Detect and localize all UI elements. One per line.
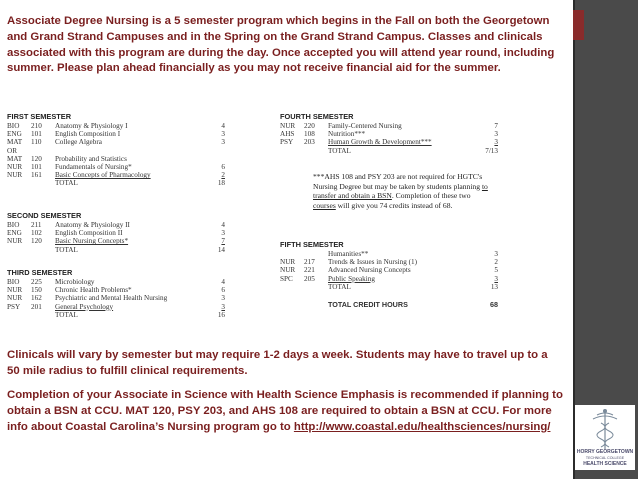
course-subj: NUR xyxy=(7,237,23,246)
course-title: English Composition II xyxy=(55,229,123,238)
course-num: 150 xyxy=(31,286,42,295)
course-title: College Algebra xyxy=(55,138,102,147)
course-title: Microbiology xyxy=(55,278,95,286)
course-row xyxy=(280,138,498,146)
course-cr: 3 xyxy=(221,229,225,238)
course-subj: BIO xyxy=(7,122,20,130)
course-row xyxy=(280,283,498,291)
course-row xyxy=(7,163,225,171)
course-cr: 6 xyxy=(221,286,225,295)
logo-line3: HEALTH SCIENCE xyxy=(583,461,627,467)
course-subj xyxy=(7,179,31,187)
course-row xyxy=(7,311,225,319)
course-cr: 3 xyxy=(221,130,225,139)
course-row xyxy=(7,221,225,229)
course-cr: 2 xyxy=(494,258,498,267)
course-num: 221 xyxy=(304,266,315,275)
course-title: Humanities** xyxy=(328,250,369,258)
transfer-note: ***AHS 108 and PSY 203 are not required for HGTC's Nursing Degree but may be taken by students planning to transfer and obtain a BSN. Completion of these two courses will give you 74 credits instead of 68. xyxy=(313,172,488,210)
course-subj: OR xyxy=(7,146,17,155)
course-cr: 18 xyxy=(217,179,225,188)
course-title xyxy=(55,147,205,155)
course-row xyxy=(7,155,225,163)
course-title: Advanced Nursing Concepts xyxy=(328,266,411,275)
course-cr: 3 xyxy=(494,130,498,139)
course-row xyxy=(7,179,225,187)
completion-text: Completion of your Associate in Science with Health Science Emphasis is recommended if planning to obtain a BSN at CCU. MAT 120, PSY 203, and AHS 108 are required to obtain a BSN at CCU. For more info about Coastal Carolina’s Nursing program go to xyxy=(7,389,563,433)
course-title: Chronic Health Problems* xyxy=(55,286,132,295)
course-num xyxy=(31,311,55,319)
course-subj xyxy=(7,311,31,319)
course-cr: 14 xyxy=(217,245,225,254)
course-num: 101 xyxy=(31,130,42,139)
course-row xyxy=(7,286,225,294)
course-title: Family-Centered Nursing xyxy=(328,122,402,130)
course-row xyxy=(7,303,225,311)
course-title: Basic Nursing Concepts* xyxy=(55,237,129,246)
nursing-program-link[interactable]: http://www.coastal.edu/healthsciences/nursing/ xyxy=(293,420,551,433)
course-title: English Composition I xyxy=(55,130,121,139)
course-subj: NUR xyxy=(280,258,296,267)
completion-paragraph xyxy=(7,388,567,435)
course-cr: 7 xyxy=(221,237,225,246)
course-subj xyxy=(280,283,304,291)
logo-line2: TECHNICAL COLLEGE xyxy=(585,456,625,460)
course-cr: 7/13 xyxy=(485,146,498,155)
course-subj: BIO xyxy=(7,221,20,229)
course-num xyxy=(304,283,328,291)
course-title: TOTAL xyxy=(55,310,78,319)
course-subj: NUR xyxy=(7,163,23,172)
course-row xyxy=(280,258,498,266)
course-title: Anatomy & Physiology I xyxy=(55,122,128,130)
fourth-semester-table xyxy=(280,122,498,155)
fifth-semester xyxy=(280,240,498,309)
course-subj: SPC xyxy=(280,274,293,283)
course-cr: 4 xyxy=(221,278,225,286)
accent-bar xyxy=(573,10,584,40)
course-subj: MAT xyxy=(7,138,23,147)
third-semester-table xyxy=(7,278,225,319)
fourth-semester xyxy=(280,112,498,155)
course-row xyxy=(7,122,225,130)
course-title: Basic Concepts of Pharmacology xyxy=(55,171,151,180)
course-num xyxy=(304,147,328,155)
second-semester-header: SECOND SEMESTER xyxy=(7,211,82,220)
course-cr: 3 xyxy=(494,274,498,283)
course-cr: 3 xyxy=(221,294,225,303)
course-cr xyxy=(205,155,225,163)
course-row xyxy=(7,147,225,155)
course-row xyxy=(7,138,225,146)
course-row xyxy=(280,147,498,155)
course-title: Fundamentals of Nursing* xyxy=(55,163,132,172)
course-subj xyxy=(280,147,304,155)
course-cr: 6 xyxy=(221,163,225,172)
course-num: 220 xyxy=(304,122,315,130)
course-title: TOTAL xyxy=(328,282,351,291)
total-credit-label: TOTAL CREDIT HOURS xyxy=(328,300,408,310)
course-row xyxy=(280,275,498,283)
total-credit-row xyxy=(280,301,498,309)
course-num: 217 xyxy=(304,258,315,267)
course-subj: NUR xyxy=(7,294,23,303)
course-num xyxy=(31,147,55,155)
course-num: 211 xyxy=(31,221,42,229)
clinicals-paragraph: Clinicals will vary by semester but may require 1-2 days a week. Students may have to travel up to a 50 mile radius to fulfill clinical requirements. xyxy=(7,349,548,377)
course-cr xyxy=(205,147,225,155)
course-subj: AHS xyxy=(280,130,295,139)
course-subj: ENG xyxy=(7,229,22,238)
course-subj: MAT xyxy=(7,154,23,163)
course-title: General Psychology xyxy=(55,302,114,311)
course-subj: NUR xyxy=(7,171,23,180)
course-subj: BIO xyxy=(7,278,20,286)
course-row xyxy=(7,237,225,245)
course-num: 120 xyxy=(31,237,42,246)
course-row xyxy=(280,130,498,138)
course-cr: 5 xyxy=(494,266,498,275)
third-semester-header: THIRD SEMESTER xyxy=(7,268,73,277)
course-cr: 13 xyxy=(490,282,498,291)
course-subj xyxy=(280,250,304,258)
course-row xyxy=(7,229,225,237)
course-cr: 3 xyxy=(221,302,225,311)
third-semester xyxy=(7,268,225,319)
course-cr: 16 xyxy=(217,310,225,319)
course-num xyxy=(31,246,55,254)
course-title: Nutrition*** xyxy=(328,130,366,139)
course-num: 201 xyxy=(31,302,42,311)
course-num xyxy=(31,179,55,187)
first-semester xyxy=(7,112,225,188)
second-semester-table xyxy=(7,221,225,254)
course-num xyxy=(304,250,328,258)
course-cr: 4 xyxy=(221,221,225,229)
course-num: 101 xyxy=(31,163,42,172)
course-num: 205 xyxy=(304,274,315,283)
course-num: 225 xyxy=(31,278,42,286)
course-row xyxy=(7,294,225,302)
course-num: 203 xyxy=(304,138,315,147)
course-subj: NUR xyxy=(7,286,23,295)
course-title: Anatomy & Physiology II xyxy=(55,221,130,229)
logo-line1: HORRY GEORGETOWN xyxy=(576,449,634,455)
course-title: Human Growth & Development*** xyxy=(328,138,432,147)
course-row xyxy=(7,246,225,254)
course-row xyxy=(280,122,498,130)
second-semester xyxy=(7,211,225,254)
course-num: 162 xyxy=(31,294,42,303)
course-num: 161 xyxy=(31,171,42,180)
course-subj: NUR xyxy=(280,122,296,130)
hgtc-health-science-logo xyxy=(575,405,635,470)
course-num: 110 xyxy=(31,138,42,147)
course-subj: ENG xyxy=(7,130,22,139)
course-row xyxy=(7,278,225,286)
course-row xyxy=(280,250,498,258)
course-num: 102 xyxy=(31,229,42,238)
course-row xyxy=(280,266,498,274)
course-row xyxy=(7,130,225,138)
course-cr: 4 xyxy=(221,122,225,130)
total-credit-value: 68 xyxy=(490,300,498,310)
course-cr: 7 xyxy=(494,122,498,130)
course-subj: PSY xyxy=(7,302,21,311)
course-subj xyxy=(7,246,31,254)
fourth-semester-header: FOURTH SEMESTER xyxy=(280,112,354,121)
course-num: 210 xyxy=(31,122,42,130)
course-title: Psychiatric and Mental Health Nursing xyxy=(55,294,168,303)
course-subj: NUR xyxy=(280,266,296,275)
course-title: Public Speaking xyxy=(328,274,375,283)
fifth-semester-header: FIFTH SEMESTER xyxy=(280,240,344,249)
first-semester-table xyxy=(7,122,225,188)
course-cr: 3 xyxy=(494,138,498,147)
course-num: 108 xyxy=(304,130,315,139)
course-row xyxy=(7,171,225,179)
intro-paragraph: Associate Degree Nursing is a 5 semester program which begins in the Fall on both the Georgetown and Grand Strand Campuses and in the Spring on the Grand Strand Campus. Classes and clinicals associated with this program are during the day. Once accepted you will attend year round, including summer. Please plan ahead financially as you may not receive financial aid for the summer. xyxy=(7,15,555,75)
course-title: TOTAL xyxy=(328,146,351,155)
course-title: Trends & Issues in Nursing (1) xyxy=(328,258,417,267)
fifth-semester-table xyxy=(280,250,498,291)
course-cr: 2 xyxy=(221,171,225,180)
first-semester-header: FIRST SEMESTER xyxy=(7,112,72,121)
course-cr: 3 xyxy=(494,250,498,258)
course-title: TOTAL xyxy=(55,179,78,188)
course-subj: PSY xyxy=(280,138,294,147)
course-title: TOTAL xyxy=(55,245,78,254)
course-cr: 3 xyxy=(221,138,225,147)
course-num: 120 xyxy=(31,154,42,163)
course-title: Probability and Statistics xyxy=(55,154,127,163)
